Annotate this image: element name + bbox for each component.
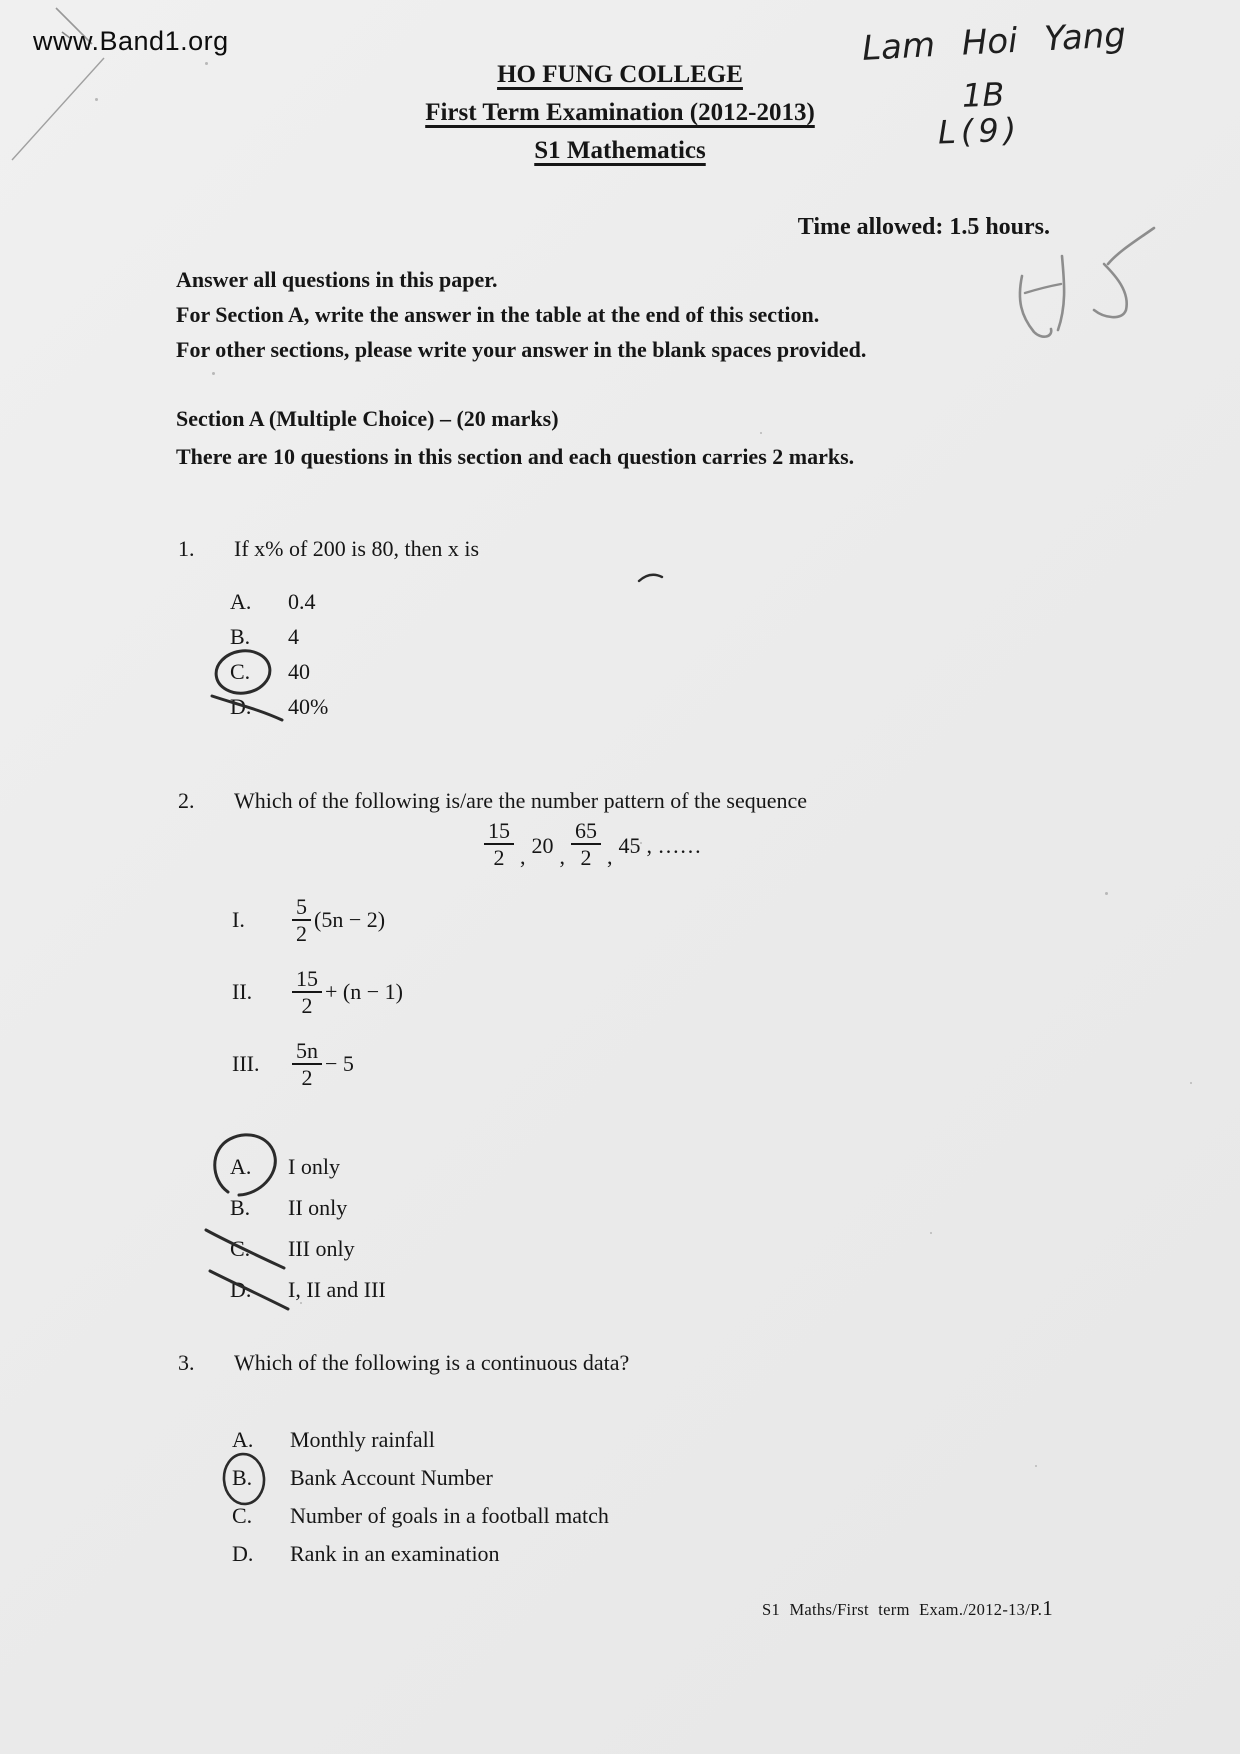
- instruction-line-3: For other sections, please write your answer in the blank spaces provided.: [176, 337, 867, 362]
- option-text: Bank Account Number: [290, 1465, 493, 1490]
- question-2-statements: [232, 884, 732, 1100]
- handwritten-student-name: Lam Hoi Yang: [861, 15, 1127, 69]
- sequence-term: 20: [531, 833, 554, 859]
- statement-row: [232, 884, 732, 956]
- stray-pen-curve: [636, 570, 666, 586]
- option-letter: B.: [230, 1194, 251, 1220]
- section-a-heading: Section A (Multiple Choice) – (20 marks): [176, 406, 559, 431]
- option-text: Number of goals in a football match: [290, 1503, 609, 1528]
- option-text: I only: [288, 1153, 340, 1179]
- dust-speck: [212, 372, 215, 375]
- dust-speck: [1190, 1082, 1192, 1084]
- question-1-text: If x% of 200 is 80, then x is: [234, 536, 480, 561]
- instruction-line-1: Answer all questions in this paper.: [176, 267, 498, 292]
- option-letter: D.: [232, 1541, 254, 1566]
- option-letter: B.: [230, 623, 251, 649]
- option-text: Monthly rainfall: [290, 1427, 435, 1452]
- option-row: [230, 689, 328, 724]
- sequence-fraction: $\frac{15}{2}$: [484, 818, 514, 871]
- option-letter: C.: [230, 1235, 251, 1261]
- question-2-options: [230, 1146, 386, 1310]
- dust-speck: [1035, 1465, 1037, 1467]
- title-block: [0, 56, 1240, 170]
- statement-label: II.: [232, 979, 253, 1004]
- question-2-number: 2.: [178, 788, 195, 813]
- option-row: [232, 1497, 609, 1535]
- option-row: [230, 1228, 386, 1269]
- question-1-number: 1.: [178, 536, 195, 561]
- dust-speck: [930, 1232, 932, 1234]
- exam-title: First Term Examination (2012-2013): [425, 99, 815, 126]
- option-row: [232, 1535, 609, 1573]
- question-2-sequence: $\frac{15}{2}$ , 20 , $\frac{65}{2}$ , 45 , ……: [484, 818, 702, 871]
- option-letter: D.: [230, 1276, 252, 1302]
- statement-fraction: $\frac{15}{2}$: [292, 966, 322, 1019]
- option-text: 40%: [288, 693, 329, 719]
- handwritten-class-number: L(9): [937, 110, 1022, 152]
- option-text: III only: [288, 1235, 355, 1261]
- footer-page-number: 1: [1042, 1596, 1053, 1620]
- option-row: [232, 1421, 609, 1459]
- option-text: Rank in an examination: [290, 1541, 500, 1566]
- watermark: www.Band1.org: [33, 26, 229, 56]
- option-letter: C.: [230, 658, 251, 684]
- option-row: [230, 619, 328, 654]
- statement-label: III.: [232, 1051, 260, 1076]
- statement-expression: + (n − 1): [325, 979, 403, 1004]
- sequence-ellipsis: , ……: [646, 833, 702, 859]
- footer-text: S1 Maths/First term Exam./2012-13/P.: [762, 1600, 1043, 1619]
- sequence-term: 45: [618, 833, 641, 859]
- handwritten-class: 1B: [961, 75, 1005, 115]
- school-name: HO FUNG COLLEGE: [497, 61, 743, 88]
- option-text: I, II and III: [288, 1276, 386, 1302]
- question-1-options: [230, 584, 328, 724]
- question-3-number: 3.: [178, 1350, 195, 1375]
- option-row: [230, 1269, 386, 1310]
- option-text: II only: [288, 1194, 348, 1220]
- time-allowed: Time allowed: 1.5 hours.: [797, 214, 1050, 240]
- statement-row: [232, 956, 732, 1028]
- dust-speck: [760, 432, 762, 434]
- option-row: [230, 1187, 386, 1228]
- statement-fraction: $\frac{5n}{2}$: [292, 1038, 322, 1091]
- statement-label: I.: [232, 907, 245, 932]
- statement-expression: (5n − 2): [314, 907, 386, 932]
- option-letter: C.: [232, 1503, 253, 1528]
- subject-title: S1 Mathematics: [534, 137, 706, 164]
- statement-expression: − 5: [325, 1051, 354, 1076]
- statement-fraction: $\frac{5}{2}$: [292, 894, 311, 947]
- option-row: [230, 654, 328, 689]
- option-letter: D.: [230, 693, 252, 719]
- option-letter: B.: [232, 1465, 253, 1490]
- option-letter: A.: [230, 1153, 252, 1179]
- option-letter: A.: [230, 588, 252, 614]
- option-row: [232, 1459, 609, 1497]
- section-a-subheading: There are 10 questions in this section and each question carries 2 marks.: [176, 444, 855, 469]
- option-letter: A.: [232, 1427, 254, 1452]
- sequence-fraction: $\frac{65}{2}$: [571, 818, 601, 871]
- option-text: 40: [288, 658, 310, 684]
- question-2-text: Which of the following is/are the number pattern of the sequence: [234, 788, 808, 813]
- instruction-line-2: For Section A, write the answer in the table at the end of this section.: [176, 302, 820, 327]
- question-3-options: [232, 1421, 609, 1573]
- option-row: [230, 584, 328, 619]
- page-footer: [762, 1596, 1053, 1621]
- option-text: 4: [288, 623, 299, 649]
- instructions: [176, 262, 866, 367]
- option-row: [230, 1146, 386, 1187]
- dust-speck: [1105, 892, 1108, 895]
- statement-row: [232, 1028, 732, 1100]
- question-3-text: Which of the following is a continuous data?: [234, 1350, 630, 1375]
- option-text: 0.4: [288, 588, 316, 614]
